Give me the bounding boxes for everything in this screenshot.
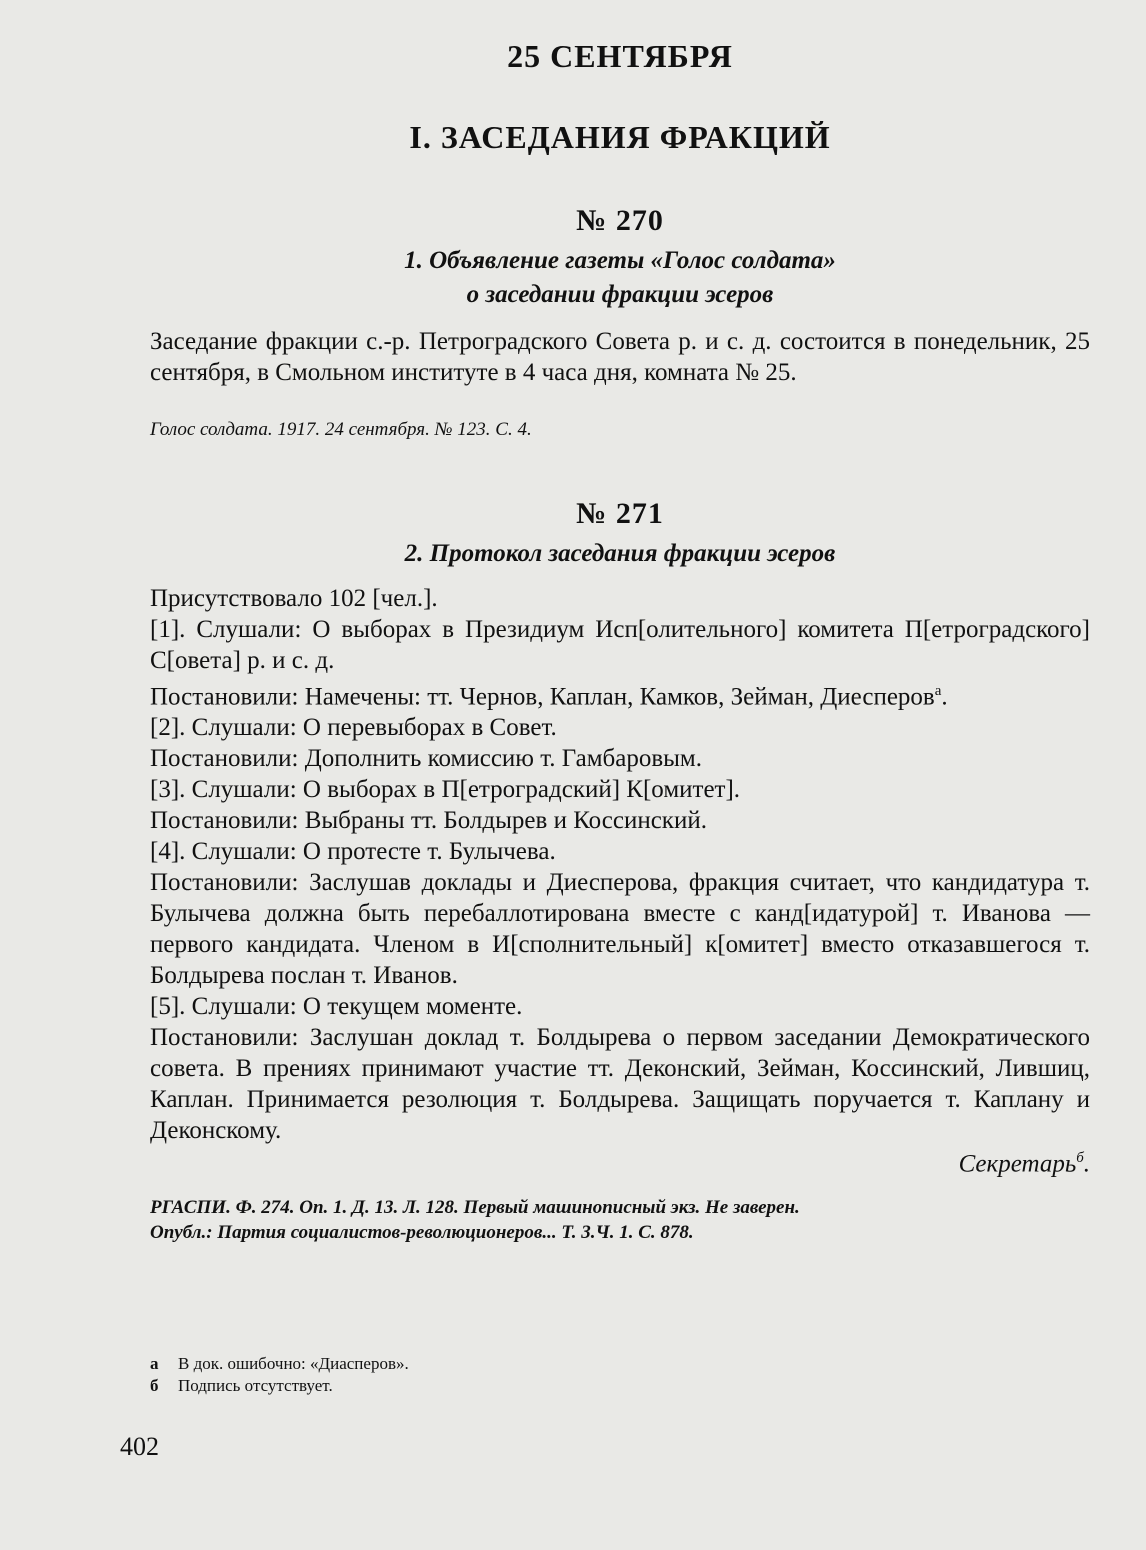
protocol-line: Постановили: Дополнить комиссию т. Гамбаровым. [150, 745, 703, 773]
protocol-line: [1]. Слушали: О выборах в Президиум Исп[олительного] комитета П[етроградского] С[овета] р. и с. д. [150, 616, 1090, 674]
protocol-line: Постановили: Заслушав доклады и Диесперова, фракция считает, что кандидатура т. Булычева должна быть перебаллотирована вместе с канд[идатурой] т. Иванова — первого кандидата. Членом в И[сполнительный] к[омитет] вместо отказавшегося т. Болдырева послан т. Иванов. [150, 869, 1090, 990]
footnote-b: б Подпись отсутствует. [150, 1375, 333, 1395]
footnotes [150, 1353, 1090, 1397]
protocol-line: [5]. Слушали: О текущем моменте. [150, 993, 523, 1021]
protocol-line: Постановили: Намечены: тт. Чернов, Каплан, Камков, Зейман, Диесперов$^а$. [150, 683, 948, 711]
protocol-line: [3]. Слушали: О выборах в П[етроградский] К[омитет]. [150, 776, 741, 804]
protocol-line: Постановили: Заслушан доклад т. Болдырева о первом заседании Демократического совета. В прениях принимают участие тт. Деконский, Зейман, Коссинский, Лившиц, Каплан. Принимается резолюция т. Болдырева. Защищать поручается т. Каплану и Деконскому. [150, 1024, 1090, 1145]
doc-270-number: № 270 [576, 204, 664, 237]
page-content [150, 38, 1090, 1397]
doc-270-source: Голос солдата. 1917. 24 сентября. № 123. С. 4. [150, 419, 532, 440]
footnote-ref-a: а [934, 683, 942, 699]
footnote-a: а В док. ошибочно: «Диасперов». [150, 1353, 409, 1373]
protocol-line: Присутствовало 102 [чел.]. [150, 585, 438, 612]
page-number: 402 [120, 1432, 159, 1461]
doc-270-title [150, 244, 1090, 312]
date-heading: 25 СЕНТЯБРЯ [507, 38, 733, 74]
doc-270-title-line2: о заседании фракции эсеров [466, 281, 774, 308]
protocol-line: [2]. Слушали: О перевыборах в Совет. [150, 714, 557, 742]
protocol-body [150, 583, 1090, 1146]
doc-270-title-line1: 1. Объявление газеты «Голос солдата» [404, 247, 836, 274]
doc-270-body: Заседание фракции с.-р. Петроградского Совета р. и с. д. состоится в понедельник, 25 сентября, в Смольном институте в 4 часа дня, комната № 25. [150, 328, 1090, 386]
doc-271-title: 2. Протокол заседания фракции эсеров [404, 540, 836, 567]
secretary-signature: Секретарь$^б$. [958, 1150, 1090, 1178]
archive-line-2: Опубл.: Партия социалистов-революционеров... Т. 3.Ч. 1. С. 878. [150, 1221, 694, 1243]
doc-271-number: № 271 [576, 497, 664, 530]
section-heading: I. ЗАСЕДАНИЯ ФРАКЦИЙ [409, 119, 831, 155]
protocol-line: [4]. Слушали: О протесте т. Булычева. [150, 838, 556, 866]
protocol-line: Постановили: Выбраны тт. Болдырев и Коссинский. [150, 807, 707, 835]
footnote-ref-b: б [1076, 1150, 1084, 1167]
archive-line-1: РГАСПИ. Ф. 274. Оп. 1. Д. 13. Л. 128. Первый машинописный экз. Не заверен. [150, 1196, 800, 1218]
archive-reference [150, 1195, 1090, 1245]
